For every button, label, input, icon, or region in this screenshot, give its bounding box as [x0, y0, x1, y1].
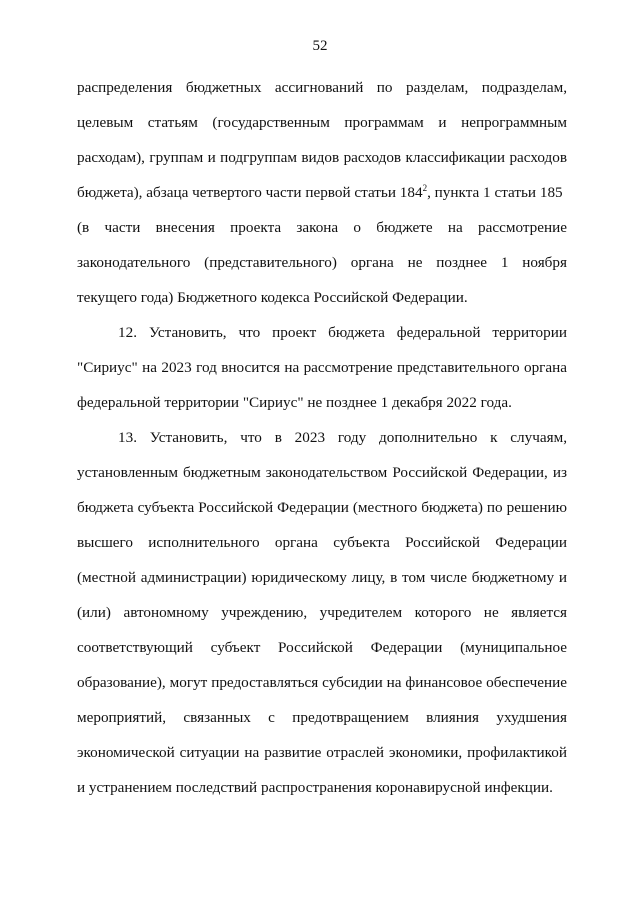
text-line: целевым статьям (государственным программам и непрограммным [77, 114, 567, 131]
text-line: (в части внесения проекта закона о бюджете на рассмотрение [77, 219, 567, 236]
text-line: образование), могут предоставляться субсидии на финансовое обеспечение [77, 674, 567, 691]
text-line: (местной администрации) юридическому лицу, в том числе бюджетному и [77, 569, 567, 586]
text-line: (или) автономному учреждению, учредителем которого не является [77, 604, 567, 621]
text-line: установленным бюджетным законодательством Российской Федерации, из [77, 464, 567, 481]
page-number: 52 [312, 38, 328, 54]
text-line: экономической ситуации на развитие отраслей экономики, профилактикой [77, 744, 567, 761]
text-line: 12. Установить, что проект бюджета федеральной территории [118, 324, 567, 341]
text-segment: , пункта 1 статьи 185 [427, 184, 563, 201]
text-line: бюджета субъекта Российской Федерации (местного бюджета) по решению [77, 499, 567, 516]
text-line: расходам), группам и подгруппам видов расходов классификации расходов [77, 149, 567, 166]
text-segment: бюджета), абзаца четвертого части первой статьи 184 [77, 184, 423, 201]
text-line: федеральной территории "Сириус" не позднее 1 декабря 2022 года. [77, 394, 512, 411]
text-line: 13. Установить, что в 2023 году дополнительно к случаям, [118, 429, 567, 446]
text-line: текущего года) Бюджетного кодекса Российской Федерации. [77, 289, 468, 306]
text-line: высшего исполнительного органа субъекта Российской Федерации [77, 534, 567, 551]
superscript: 2 [422, 183, 428, 193]
text-line-with-superscript [77, 183, 567, 203]
text-line: законодательного (представительного) органа не позднее 1 ноября [77, 254, 567, 271]
text-line: "Сириус" на 2023 год вносится на рассмотрение представительного органа [77, 359, 567, 376]
text-line: распределения бюджетных ассигнований по разделам, подразделам, [77, 79, 567, 96]
text-line: мероприятий, связанных с предотвращением влияния ухудшения [77, 709, 567, 726]
text-line: соответствующий субъект Российской Федерации (муниципальное [77, 639, 567, 656]
text-line: и устранением последствий распространения коронавирусной инфекции. [77, 779, 553, 796]
